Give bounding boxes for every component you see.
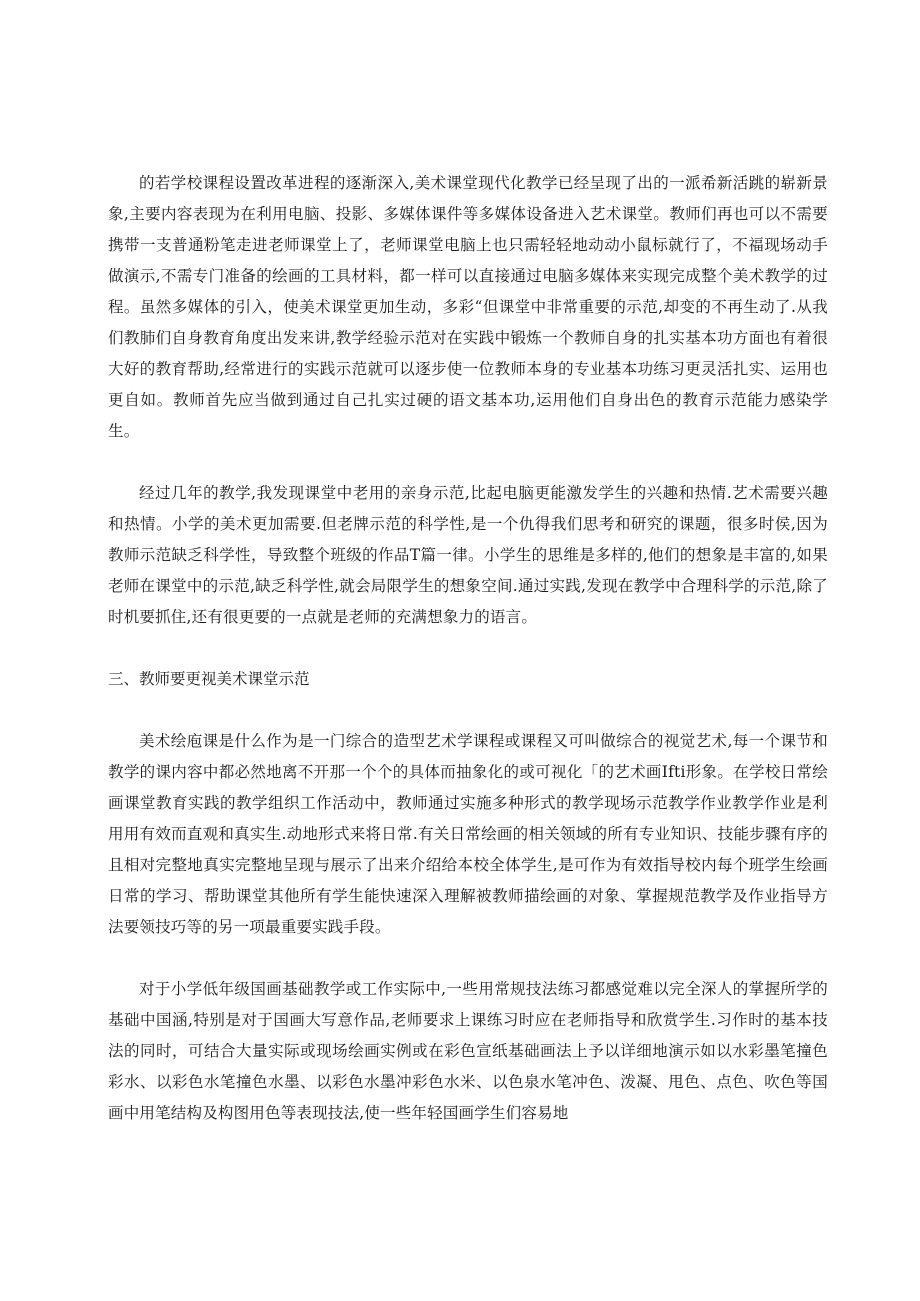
section-heading: 三、教师要更视美术课堂示范 bbox=[108, 670, 310, 688]
paragraph-drawing-class: 美术绘庖课是什么作为是一门综合的造型艺术学课程或课程又可叫做综合的视觉艺术,每一个课节和教学的课内容中都必然地离不开那一个个的具体而抽象化的或可视化「的艺术画Ifti形象。在学校日常绘画课堂教育实践的教学组织工作活动中，教师通过实施多种形式的教学现场示范教学作业教学作业是利用用有效而直观和真实生.动地形式来将日常.有关日常绘画的相关领域的所有专业知识、技能步骤有序的且相对完整地真实完整地呈现与展示了出来介绍给本校全体学生,是可作为有效指导校内每个班学生绘画日常的学习、帮助课堂其他所有学生能快速深入理解被教师描绘画的对象、掌握规范教学及作业指导方法要领技巧等的另一项最重要实践手段。 bbox=[108, 732, 828, 936]
paragraph-experience: 经过几年的教学,我发现课堂中老用的亲身示范,比起电脑更能激发学生的兴趣和热情.艺术需要兴趣和热情。小学的美术更加需要.但老牌示范的科学性,是一个仇得我们思考和研究的课题，很多时侯,因为教师示范缺乏科学性，导致整个班级的作品T篇一律。小学生的思维是多样的,他们的想象是丰富的,如果老师在课堂中的示范,缺乏科学性,就会局限学生的想象空间.通过实践,发现在教学中合理科学的示范,除了时机要抓住,还有很更要的一点就是老师的充满想象力的语言。 bbox=[108, 484, 828, 626]
paragraph-intro: 的若学校课程设置改革进程的逐渐深入,美术课堂现代化教学已经呈现了出的一派希新活跳的崭新景象,主要内容表现为在利用电脑、投影、多媒体课件等多媒体设备进入艺术课堂。教师们再也可以不需要携带一支普通粉笔走进老师课堂上了，老师课堂电脑上也只需轻轻地动动小鼠标就行了，不福现场动手做演示,不需专门准备的绘画的工具材料，都一样可以直接通过电脑多媒体来实现完成整个美术教学的过程。虽然多媒体的引入，使美术课堂更加生动，多彩“但课堂中非常重要的示范,却变的不再生动了.从我们教肺们自身教育角度出发来讲,教学经验示范对在实践中锻炼一个教师自身的扎实基本功方面也有着很大好的教育帮助,经常进行的实践示范就可以逐步使一位教师本身的专业基本功练习更灵活扎实、运用也更自如。教师首先应当做到通过自己扎实过硬的语文基本功,运用他们自身出色的教育示范能力感染学生。 bbox=[108, 174, 828, 440]
paragraph-chinese-painting: 对于小学低年级国画基础教学或工作实际中,一些用常规技法练习都感觉难以完全深人的掌握所学的基础中国涵,特别是对于国画大写意作品,老师要求上课练习时应在老师指导和欣赏学生.习作时的基本技法的同时，可结合大量实际或现场绘画实例或在彩色宣纸基础画法上予以详细地演示如以水彩墨笔撞色彩水、以彩色水笔撞色水墨、以彩色水墨冲彩色水米、以色泉水笔冲色、泼凝、甩色、点色、吹色等国画中用笔结构及构图用色等表现技法,使一些年轻国画学生们容易地 bbox=[108, 980, 828, 1122]
document-page bbox=[108, 168, 828, 1160]
